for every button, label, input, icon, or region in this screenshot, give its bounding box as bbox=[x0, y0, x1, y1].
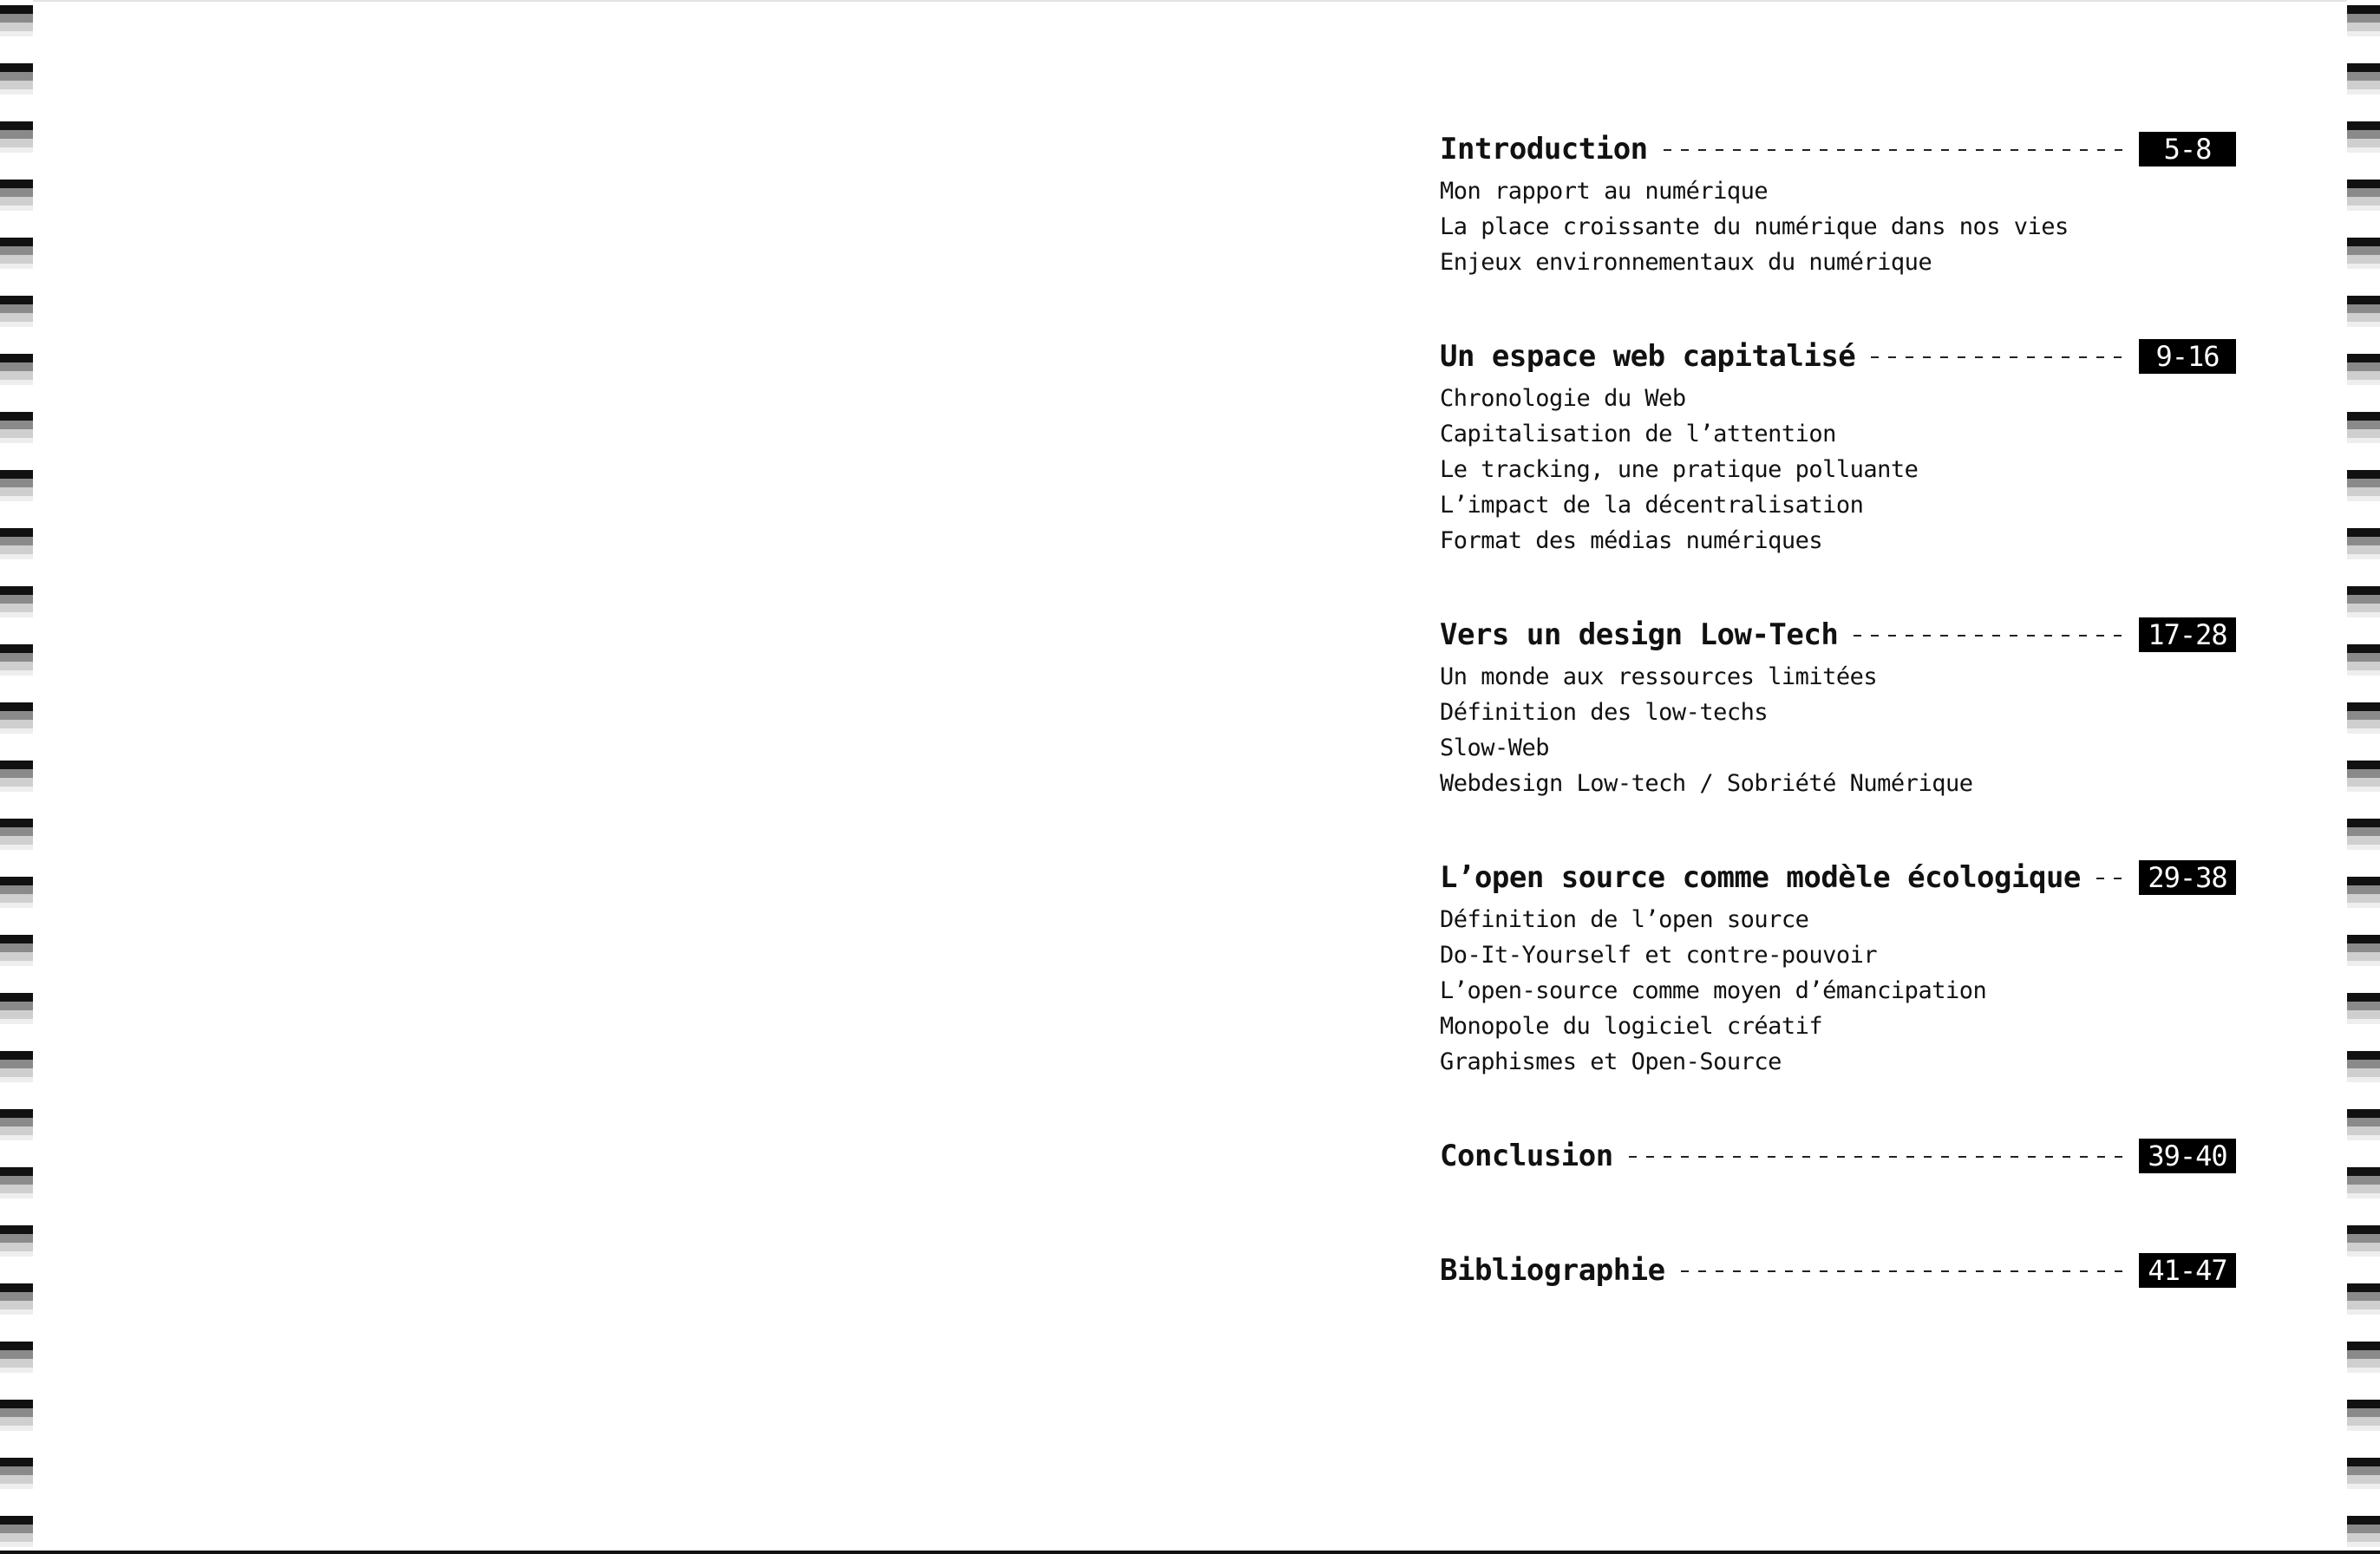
dotted-leader bbox=[1681, 1270, 2127, 1272]
dotted-leader bbox=[1664, 149, 2127, 151]
subsection-item: Enjeux environnementaux du numérique bbox=[1440, 249, 1932, 276]
subsection-item: Chronologie du Web bbox=[1440, 385, 1686, 412]
table-of-contents bbox=[1440, 128, 2236, 1364]
subsection-item: Mon rapport au numérique bbox=[1440, 178, 1769, 205]
toc-section-introduction bbox=[1440, 128, 2236, 280]
right-halftone-border bbox=[2347, 0, 2380, 1554]
toc-section-heading bbox=[1440, 336, 2236, 377]
subsection-item: Slow-Web bbox=[1440, 735, 1550, 761]
toc-section-conclusion bbox=[1440, 1135, 2236, 1177]
dotted-leader bbox=[1854, 635, 2127, 637]
page-range-badge: 5-8 bbox=[2139, 132, 2236, 166]
toc-section-bibliographie bbox=[1440, 1250, 2236, 1291]
section-title: Introduction bbox=[1440, 132, 1648, 166]
toc-section-low-tech bbox=[1440, 614, 2236, 801]
subsection-item: Monopole du logiciel créatif bbox=[1440, 1013, 1823, 1040]
subsection-item: Format des médias numériques bbox=[1440, 527, 1823, 554]
subsection-list bbox=[1440, 902, 2236, 1080]
left-halftone-border bbox=[0, 0, 33, 1554]
page-range-badge: 9-16 bbox=[2139, 339, 2236, 374]
section-title: Vers un design Low-Tech bbox=[1440, 617, 1839, 652]
subsection-item: Capitalisation de l’attention bbox=[1440, 421, 1836, 447]
subsection-item: Un monde aux ressources limitées bbox=[1440, 663, 1878, 690]
toc-section-espace-web bbox=[1440, 336, 2236, 558]
page-range-badge: 29-38 bbox=[2139, 860, 2236, 895]
dotted-leader bbox=[1629, 1156, 2127, 1158]
subsection-list bbox=[1440, 381, 2236, 558]
subsection-item: L’impact de la décentralisation bbox=[1440, 492, 1864, 519]
toc-section-heading bbox=[1440, 1135, 2236, 1177]
page-range-badge: 39-40 bbox=[2139, 1139, 2236, 1173]
toc-section-heading bbox=[1440, 614, 2236, 656]
subsection-item: La place croissante du numérique dans nos vies bbox=[1440, 213, 2069, 240]
subsection-list bbox=[1440, 659, 2236, 801]
top-edge-rule bbox=[33, 0, 2347, 2]
subsection-item: Do-It-Yourself et contre-pouvoir bbox=[1440, 942, 1878, 969]
subsection-item: Définition de l’open source bbox=[1440, 906, 1809, 933]
dotted-leader bbox=[2096, 878, 2127, 879]
subsection-item: Définition des low-techs bbox=[1440, 699, 1769, 726]
toc-section-open-source bbox=[1440, 857, 2236, 1080]
subsection-item: Graphismes et Open-Source bbox=[1440, 1048, 1782, 1075]
subsection-item: Le tracking, une pratique polluante bbox=[1440, 456, 1919, 483]
subsection-item: L’open-source comme moyen d’émancipation bbox=[1440, 977, 1987, 1004]
page-range-badge: 17-28 bbox=[2139, 617, 2236, 652]
subsection-item: Webdesign Low-tech / Sobriété Numérique bbox=[1440, 770, 1973, 797]
section-title: Un espace web capitalisé bbox=[1440, 339, 1856, 374]
section-title: L’open source comme modèle écologique bbox=[1440, 860, 2081, 895]
toc-section-heading bbox=[1440, 857, 2236, 898]
page-range-badge: 41-47 bbox=[2139, 1253, 2236, 1288]
subsection-list bbox=[1440, 173, 2236, 280]
toc-section-heading bbox=[1440, 128, 2236, 170]
section-title: Conclusion bbox=[1440, 1139, 1613, 1173]
section-title: Bibliographie bbox=[1440, 1253, 1665, 1288]
toc-section-heading bbox=[1440, 1250, 2236, 1291]
bottom-edge-rule bbox=[0, 1551, 2380, 1554]
dotted-leader bbox=[1871, 356, 2127, 358]
